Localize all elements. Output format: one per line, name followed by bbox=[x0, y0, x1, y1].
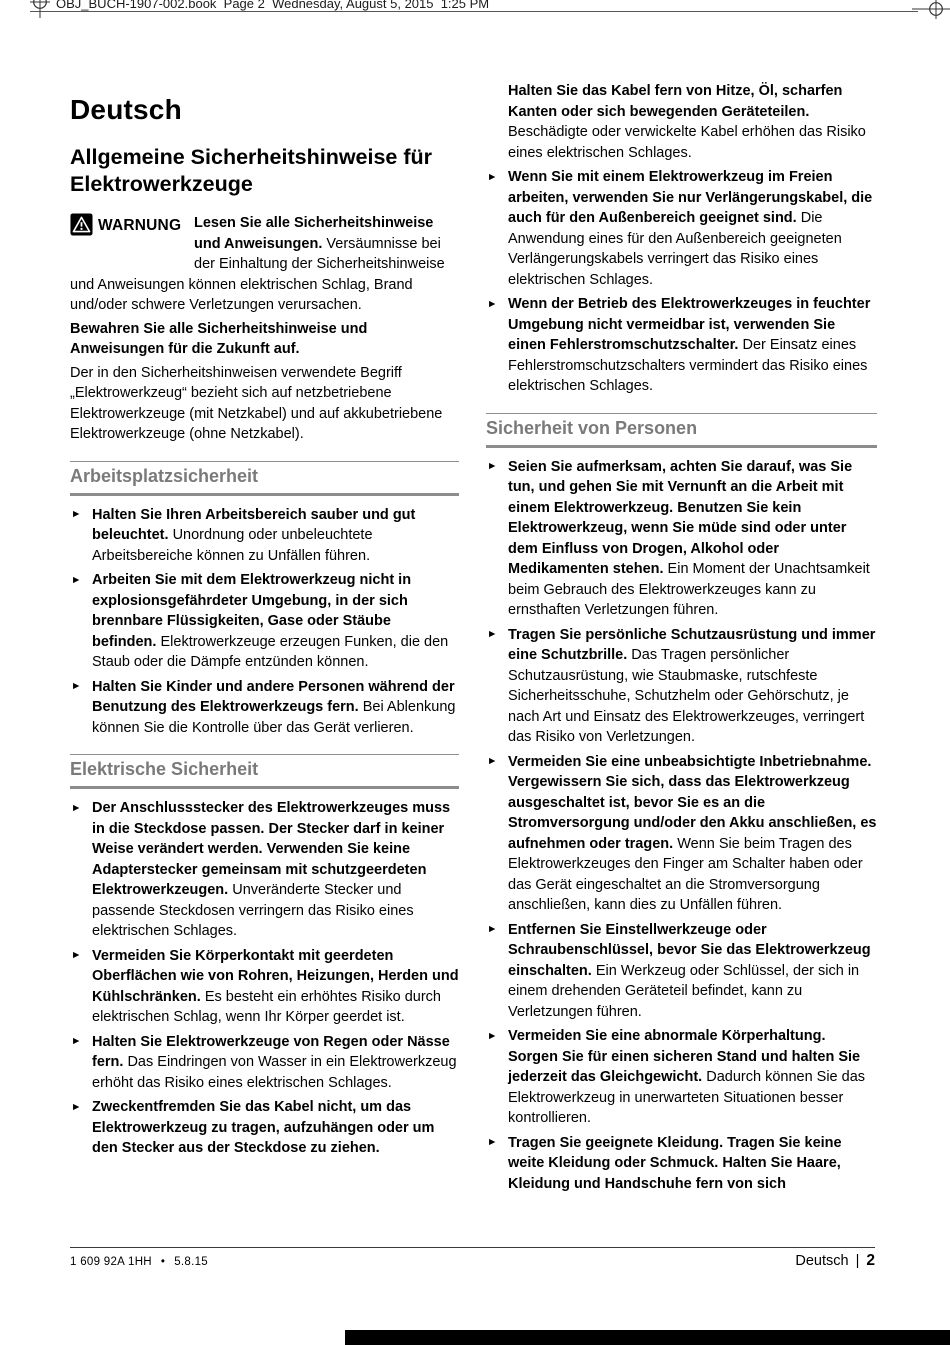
bullet-triangle-icon: ► bbox=[487, 297, 498, 310]
footer-language-label: Deutsch bbox=[795, 1253, 849, 1269]
warning-lead-text: Lesen Sie alle Sicherheitshinweise und Anweisungen. bbox=[194, 215, 434, 252]
bullet-triangle-icon: ► bbox=[71, 949, 82, 961]
bullet-triangle-icon: ► bbox=[487, 628, 498, 640]
bullet-item bbox=[70, 946, 459, 1028]
bullet-item bbox=[486, 457, 877, 621]
section-heading-elektrische-sicherheit: Elektrische Sicherheit bbox=[70, 754, 459, 789]
footer-page-number: 2 bbox=[866, 1252, 875, 1269]
bullet-body-text: Unveränderte Stecker und passende Steckdosen verringern das Risiko eines elektrischen Schlages. bbox=[92, 882, 414, 939]
bullet-triangle-icon: ► bbox=[71, 1100, 82, 1113]
bullet-bold-text: Seien Sie aufmerksam, achten Sie darauf, was Sie tun, und gehen Sie mit Vernunft an die Arbeit mit einem Elektrowerkzeug. Benutzen Sie kein Elektrowerkzeug, wenn Sie müde sind oder unter dem Einfluss von Drogen, Alkohol oder Medikamenten stehen. bbox=[508, 458, 853, 577]
language-heading: Deutsch bbox=[70, 94, 182, 125]
registration-mark-left-icon bbox=[30, 0, 50, 20]
bullet-triangle-icon: ► bbox=[487, 755, 498, 767]
bullet-triangle-icon: ► bbox=[487, 923, 498, 935]
bullet-triangle-icon: ► bbox=[487, 170, 498, 183]
section-heading-arbeitsplatzsicherheit: Arbeitsplatzsicherheit bbox=[70, 461, 459, 496]
bullet-body-text: Wenn Sie beim Tragen des Elektrowerkzeuges den Finger am Schalter haben oder das Gerät eingeschaltet an die Stromversorgung anschließen, kann dies zu Unfällen führen. bbox=[508, 835, 863, 913]
bullet-item bbox=[70, 570, 459, 673]
bullet-triangle-icon: ► bbox=[487, 460, 498, 472]
bullet-triangle-icon: ► bbox=[487, 1029, 498, 1042]
bullet-body-text: Unordnung oder unbeleuchtete Arbeitsbereiche können zu Unfällen führen. bbox=[92, 527, 373, 564]
bullet-item bbox=[70, 1097, 459, 1159]
bullet-bold-text: Tragen Sie geeignete Kleidung. Tragen Sie keine weite Kleidung oder Schmuck. Halten Sie Haare, Kleidung und Handschuhe fern von sich bbox=[508, 1134, 842, 1192]
bullet-body-text: Beschädigte oder verwickelte Kabel erhöhen das Risiko eines elektrischen Schlages. bbox=[508, 124, 866, 161]
bullet-triangle-icon: ► bbox=[71, 1035, 82, 1047]
warning-icon bbox=[70, 213, 93, 236]
footer-part-number: 1 609 92A 1HH bbox=[70, 1256, 152, 1268]
bullet-bold-text: Vermeiden Sie eine unbeabsichtigte Inbetriebnahme. Vergewissern Sie sich, dass das Elektrowerkzeug ausgeschaltet ist, bevor Sie es an die Stromversorgung und/oder den Akku anschließen, es aufnehmen oder tragen. bbox=[508, 753, 877, 852]
bullet-item bbox=[486, 625, 877, 748]
bullet-body-text: Bei Ablenkung können Sie die Kontrolle über das Gerät verlieren. bbox=[92, 699, 456, 736]
bullet-item bbox=[486, 752, 877, 916]
terminology-note: Der in den Sicherheitshinweisen verwendete Begriff „Elektrowerkzeug“ bezieht sich auf netzbetriebene Elektrowerkzeuge (mit Netzkabel) und auf akkubetriebene Elektrowerkzeuge (ohne Netzkabel). bbox=[70, 364, 443, 442]
footer-dot-separator: • bbox=[160, 1256, 166, 1268]
bullet-bold-text: Entfernen Sie Einstellwerkzeuge oder Schraubenschlüssel, bevor Sie das Elektrowerkzeug einschalten. bbox=[508, 921, 871, 979]
page-footer bbox=[70, 1252, 875, 1270]
bullet-item bbox=[70, 1032, 459, 1094]
bullet-body-text: Das Eindringen von Wasser in ein Elektrowerkzeug erhöht das Risiko eines elektrischen Schlages. bbox=[92, 1054, 457, 1091]
doc-title: Allgemeine Sicherheitshinweise für Elektrowerkzeuge bbox=[70, 145, 433, 196]
warning-body-text: Versäumnisse bei der Einhaltung der Sicherheitshinweise und Anweisungen können elektrischen Schlag, Brand und/oder schwere Verletzungen verursachen. bbox=[70, 235, 445, 313]
left-column bbox=[70, 94, 459, 1163]
bullet-bold-text: Halten Sie Elektrowerkzeuge von Regen oder Nässe fern. bbox=[92, 1033, 450, 1070]
bullet-bold-text: Wenn der Betrieb des Elektrowerkzeuges in feuchter Umgebung nicht vermeidbar ist, verwenden Sie einen Fehlerstromschutzschalter. bbox=[508, 296, 871, 353]
bullet-bold-text: Der Anschlussstecker des Elektrowerkzeuges muss in die Steckdose passen. Der Stecker darf in keiner Weise verändert werden. Verwenden Sie keine Adapterstecker gemeinsam mit schutzgeerdeten Elektrowerkzeugen. bbox=[92, 800, 451, 898]
footer-bar-separator: | bbox=[855, 1253, 860, 1269]
print-header-text: OBJ_BUCH-1907-002.book Page 2 Wednesday, August 5, 2015 1:25 PM bbox=[56, 0, 490, 11]
bullet-triangle-icon: ► bbox=[71, 573, 82, 586]
bullet-body-text: Ein Moment der Unachtsamkeit beim Gebrauch des Elektrowerkzeuges kann zu ernsthaften Verletzungen führen. bbox=[508, 561, 870, 618]
footer-left bbox=[70, 1256, 208, 1268]
bullet-triangle-icon: ► bbox=[487, 1136, 498, 1148]
bullet-bold-text: Tragen Sie persönliche Schutzausrüstung und immer eine Schutzbrille. bbox=[508, 626, 876, 663]
warning-paragraph bbox=[70, 213, 459, 316]
bullet-item bbox=[486, 294, 877, 397]
bullet-triangle-icon: ► bbox=[71, 508, 82, 520]
bullet-body-text: Elektrowerkzeuge erzeugen Funken, die den Staub oder die Dämpfe entzünden können. bbox=[92, 633, 449, 670]
bullet-bold-text: Arbeiten Sie mit dem Elektrowerkzeug nicht in explosionsgefährdeter Umgebung, in der sich brennbare Flüssigkeiten, Gase oder Stäube befinden. bbox=[92, 572, 412, 650]
footer-rule bbox=[70, 1247, 875, 1248]
warning-label bbox=[70, 213, 194, 255]
bullet-bold-text: Vermeiden Sie Körperkontakt mit geerdeten Oberflächen wie von Rohren, Heizungen, Herden und Kühlschränken. bbox=[92, 947, 459, 1005]
footer-right bbox=[795, 1252, 875, 1270]
bullet-bold-text: Halten Sie das Kabel fern von Hitze, Öl, scharfen Kanten oder sich bewegenden Geräteteilen. bbox=[508, 83, 843, 120]
bullet-item bbox=[486, 920, 877, 1023]
registration-mark-right-icon bbox=[912, 0, 950, 20]
bullet-body-text: Das Tragen persönlicher Schutzausrüstung, wie Staubmaske, rutschfeste Sicherheitsschuhe, Schutzhelm oder Gehörschutz, je nach Art und Einsatz des Elektrowerkzeuges, verringert das Risiko von Verletzungen. bbox=[508, 647, 865, 745]
keep-instructions-notice: Bewahren Sie alle Sicherheitshinweise und Anweisungen für die Zukunft auf. bbox=[70, 320, 368, 357]
bullet-item bbox=[70, 677, 459, 739]
bullet-bold-text: Halten Sie Kinder und andere Personen während der Benutzung des Elektrowerkzeugs fern. bbox=[92, 678, 455, 715]
bullet-body-text: Dadurch können Sie das Elektrowerkzeug in unerwarteten Situationen besser kontrollieren. bbox=[508, 1069, 866, 1126]
bullet-bold-text: Vermeiden Sie eine abnormale Körperhaltung. Sorgen Sie für einen sicheren Stand und halten Sie jederzeit das Gleichgewicht. bbox=[508, 1028, 861, 1085]
bullet-item bbox=[70, 798, 459, 942]
bullet-item bbox=[486, 167, 877, 290]
bullet-item bbox=[70, 505, 459, 567]
bullet-continuation bbox=[486, 81, 877, 163]
footer-date: 5.8.15 bbox=[174, 1256, 209, 1268]
bullet-bold-text: Halten Sie Ihren Arbeitsbereich sauber und gut beleuchtet. bbox=[92, 506, 416, 543]
bullet-bold-text: Wenn Sie mit einem Elektrowerkzeug im Freien arbeiten, verwenden Sie nur Verlängerungskabel, die auch für den Außenbereich geeignet sind. bbox=[508, 169, 873, 226]
bullet-body-text: Der Einsatz eines Fehlerstromschutzschalters vermindert das Risiko eines elektrischen Schlages. bbox=[508, 337, 868, 394]
bullet-item bbox=[486, 1026, 877, 1129]
bullet-item bbox=[486, 1133, 877, 1195]
page-edge-bar bbox=[345, 1330, 950, 1345]
section-heading-sicherheit-von-personen: Sicherheit von Personen bbox=[486, 413, 877, 448]
bullet-triangle-icon: ► bbox=[71, 801, 82, 814]
bullet-bold-text: Zweckentfremden Sie das Kabel nicht, um das Elektrowerkzeug zu tragen, aufzuhängen oder um den Stecker aus der Steckdose zu ziehen. bbox=[92, 1099, 435, 1156]
bullet-body-text: Die Anwendung eines für den Außenbereich geeigneten Verlängerungskabels verringert das Risiko eines elektrischen Schlages. bbox=[508, 210, 842, 288]
warning-word: WARNUNG bbox=[98, 217, 182, 234]
header-rule bbox=[30, 11, 918, 12]
right-column bbox=[486, 81, 877, 1198]
bullet-body-text: Ein Werkzeug oder Schlüssel, der sich in einem drehenden Geräteteil befindet, kann zu Verletzungen führen. bbox=[508, 962, 860, 1020]
bullet-triangle-icon: ► bbox=[71, 680, 82, 692]
bullet-body-text: Es besteht ein erhöhtes Risiko durch elektrischen Schlag, wenn Ihr Körper geerdet ist. bbox=[92, 988, 441, 1025]
